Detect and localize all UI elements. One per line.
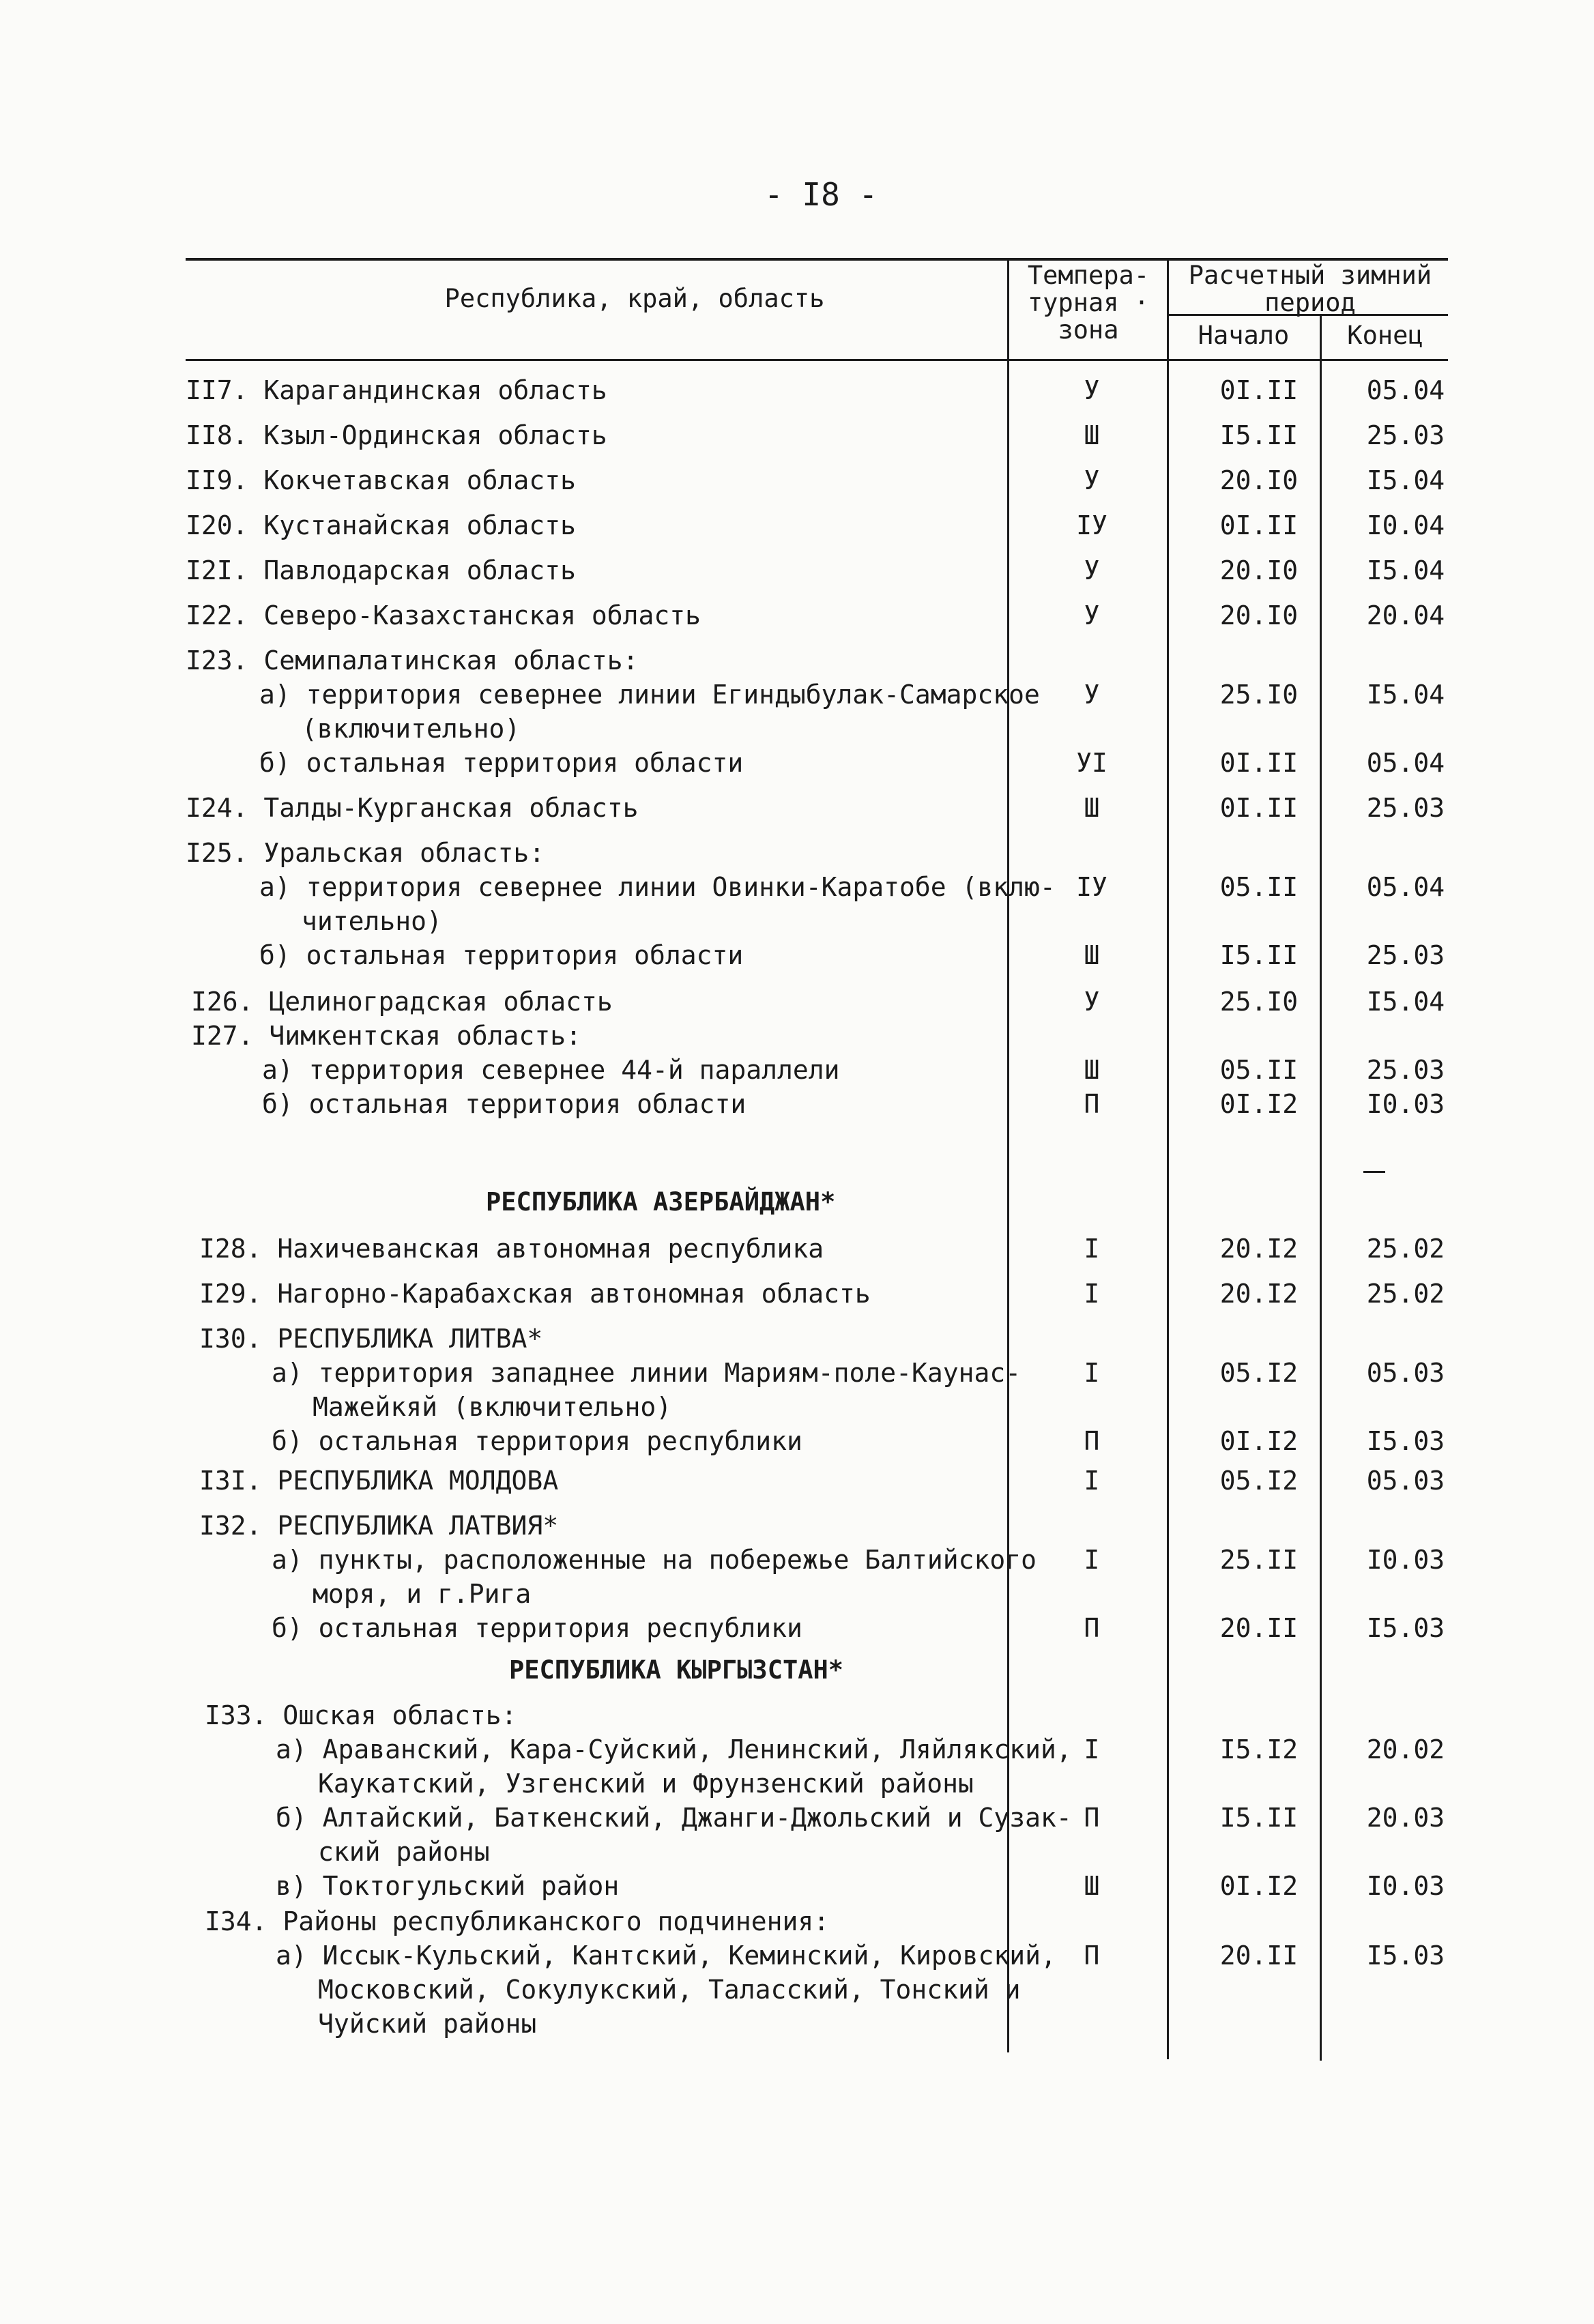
table-row: в) Токтогульский район Ш 0I.I2 I0.03 — [276, 1871, 1445, 1901]
header-period: Расчетный зимний период — [1188, 261, 1432, 317]
table-row: I33. Ошская область: — [205, 1700, 517, 1730]
table-row: б) Алтайский, Баткенский, Джанги-Джольский и Сузак- П I5.II 20.03 — [276, 1803, 1445, 1833]
table-row: I23. Семипалатинская область: — [186, 645, 639, 676]
table-row: а) Иссык-Кульский, Кантский, Кеминский, Кировский, П 20.II I5.03 — [276, 1941, 1445, 1971]
header-start: Начало — [1198, 321, 1290, 350]
table-row: I32. РЕСПУБЛИКА ЛАТВИЯ* — [199, 1511, 559, 1541]
table-row: I26. Целиноградская область У 25.I0 I5.04 — [191, 987, 1445, 1017]
table-row: I30. РЕСПУБЛИКА ЛИТВА* — [199, 1324, 543, 1354]
dash-mark — [1363, 1171, 1385, 1173]
table-row: б) остальная территория республики П 0I.I2 I5.03 — [272, 1426, 1445, 1456]
table-row: I3I. РЕСПУБЛИКА МОЛДОВА I 05.I2 05.03 — [199, 1466, 1445, 1496]
table-row: б) остальная территория области Ш I5.II 25.03 — [259, 940, 1445, 970]
table-row: моря, и г.Рига — [313, 1579, 532, 1609]
table-row: Мажейкяй (включительно) — [313, 1392, 672, 1422]
table-row: ский районы — [318, 1837, 490, 1867]
table-row: II8. Кзыл-Ординская область Ш I5.II 25.03 — [186, 420, 1445, 450]
table-row: а) территория западнее линии Мариям-поле-Каунас- I 05.I2 05.03 — [272, 1358, 1445, 1388]
table-row: I25. Уральская область: — [186, 838, 545, 868]
table-row: Московский, Сокулукский, Таласский, Тонский и — [318, 1975, 1021, 2005]
table-row: чительно) — [302, 906, 442, 936]
table-row: I28. Нахичеванская автономная республика I 20.I2 25.02 — [199, 1234, 1445, 1264]
section-title-azerbaijan: РЕСПУБЛИКА АЗЕРБАЙДЖАН* — [486, 1187, 836, 1217]
table-row: б) остальная территория области П 0I.I2 I0.03 — [262, 1089, 1445, 1119]
header-temp-zone: Темпера- турная · зона — [1027, 261, 1150, 345]
table-row: I29. Нагорно-Карабахская автономная область I 20.I2 25.02 — [199, 1279, 1445, 1309]
table-row: б) остальная территория области УI 0I.II 05.04 — [259, 748, 1445, 778]
table-row: I24. Талды-Курганская область Ш 0I.II 25.03 — [186, 793, 1445, 823]
header-end: Конец — [1347, 321, 1423, 350]
table-row: а) территория севернее линии Егиндыбулак-Самарское У 25.I0 I5.04 — [259, 680, 1445, 710]
table-row: I20. Кустанайская область IУ 0I.II I0.04 — [186, 510, 1445, 540]
table-row: I2I. Павлодарская область У 20.I0 I5.04 — [186, 555, 1445, 585]
table-row: а) территория севернее линии Овинки-Каратобе (вклю- IУ 05.II 05.04 — [259, 872, 1445, 902]
table-row: а) Араванский, Кара-Суйский, Ленинский, Ляйлякский, I I5.I2 20.02 — [276, 1734, 1445, 1764]
table-row: а) территория севернее 44-й параллели Ш 05.II 25.03 — [262, 1055, 1445, 1085]
table-row: I34. Районы республиканского подчинения: — [205, 1906, 830, 1936]
table-row: б) остальная территория республики П 20.II I5.03 — [272, 1613, 1445, 1643]
table-row: II7. Карагандинская область У 0I.II 05.04 — [186, 375, 1445, 405]
table-row: Каукатский, Узгенский и Фрунзенский районы — [318, 1769, 974, 1799]
table-row: (включительно) — [302, 714, 521, 744]
table-row: II9. Кокчетавская область У 20.I0 I5.04 — [186, 465, 1445, 495]
table-row: I27. Чимкентская область: — [191, 1021, 581, 1051]
section-title-kyrgyzstan: РЕСПУБЛИКА КЫРГЫЗСТАН* — [509, 1655, 844, 1685]
table-row: I22. Северо-Казахстанская область У 20.I0 20.04 — [186, 600, 1445, 630]
table-row: а) пункты, расположенные на побережье Балтийского I 25.II I0.03 — [272, 1545, 1445, 1575]
header-region: Республика, край, область — [444, 284, 825, 313]
header-bottom-rule — [186, 359, 1448, 361]
table-row: Чуйский районы — [318, 2009, 537, 2039]
